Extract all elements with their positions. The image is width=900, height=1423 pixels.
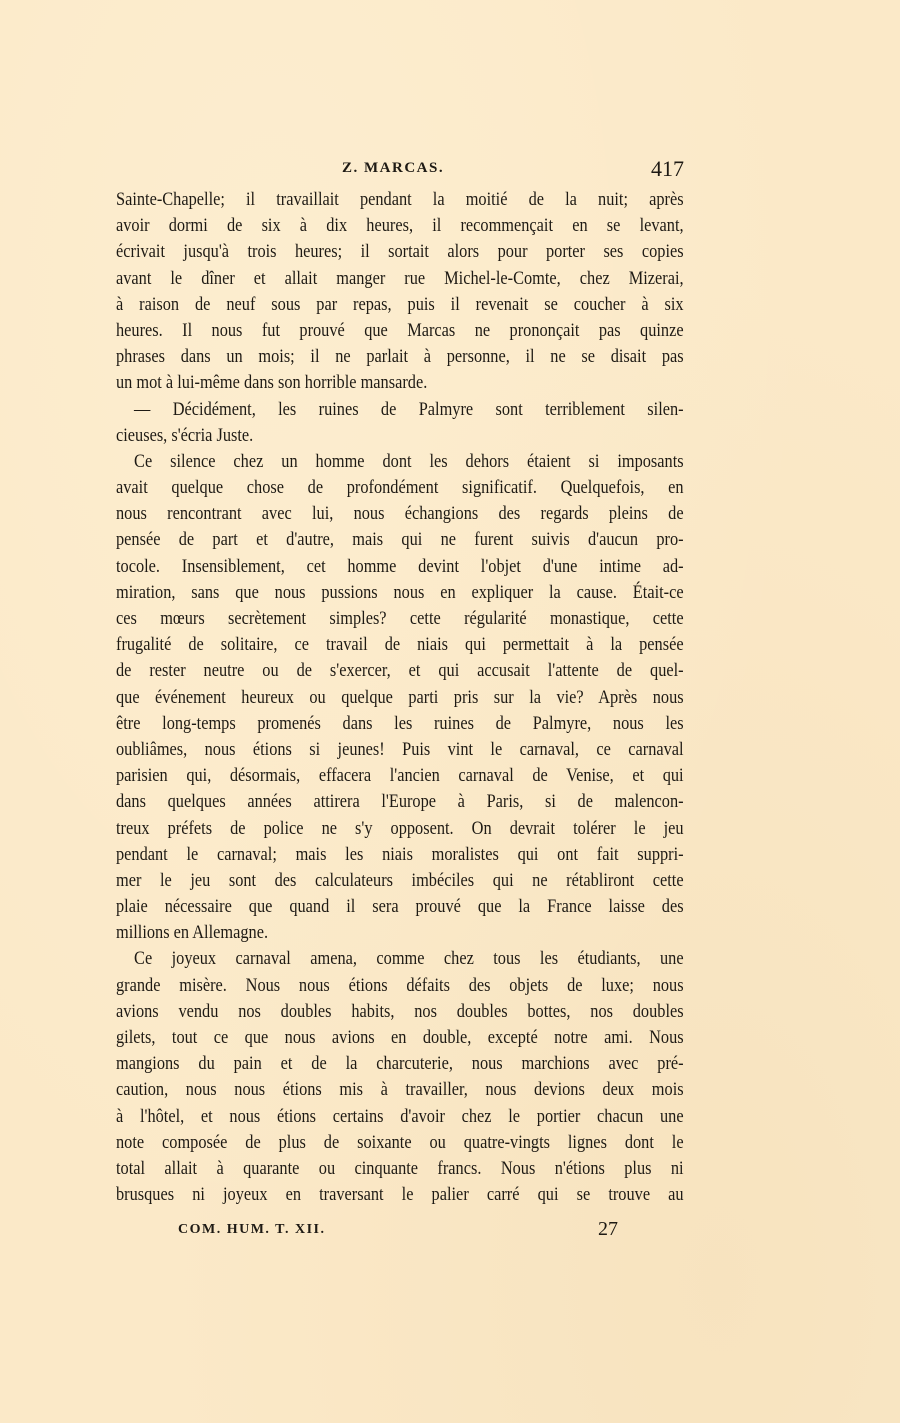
text-line: heures. Il nous fut prouvé que Marcas ne prononçait pas quinze xyxy=(116,319,684,341)
paragraph xyxy=(116,946,684,1208)
text-line: Sainte-Chapelle; il travaillait pendant la moitié de la nuit; après xyxy=(116,189,684,210)
text-line: avoir dormi de six à dix heures, il recommençait en se levant, xyxy=(116,215,684,237)
text-line: avions vendu nos doubles habits, nos doubles bottes, nos doubles xyxy=(116,1000,684,1022)
text-line: phrases dans un mois; il ne parlait à personne, il ne se disait pas xyxy=(116,346,684,368)
text-line: écrivait jusqu'à trois heures; il sortait alors pour porter ses copies xyxy=(116,241,684,263)
text-line: Ce joyeux carnaval amena, comme chez tous les étudiants, une xyxy=(134,948,684,970)
text-line: frugalité de solitaire, ce travail de niais qui permettait à la pensée xyxy=(116,634,684,656)
text-line: avait quelque chose de profondément significatif. Quelquefois, en xyxy=(116,477,684,499)
text-line: à l'hôtel, et nous étions certains d'avoir chez le portier chacun une xyxy=(116,1105,684,1127)
text-line: que événement heureux ou quelque parti pris sur la vie? Après nous xyxy=(116,686,684,708)
text-line: caution, nous nous étions mis à travailler, nous devions deux mois xyxy=(116,1079,684,1101)
text-line: nous rencontrant avec lui, nous échangions des regards pleins de xyxy=(116,503,684,525)
text-line: tocole. Insensiblement, cet homme devint l'objet d'une intime ad- xyxy=(116,555,684,577)
text-line: dans quelques années attirera l'Europe à Paris, si de malencon- xyxy=(116,791,684,813)
text-line: note composée de plus de soixante ou quatre-vingts lignes dont le xyxy=(116,1131,684,1153)
text-line: ces mœurs secrètement simples? cette régularité monastique, cette xyxy=(116,608,684,629)
text-line: brusques ni joyeux en traversant le palier carré qui se trouve au xyxy=(116,1184,684,1206)
text-line: gilets, tout ce que nous avions en double, excepté notre ami. Nous xyxy=(116,1027,684,1048)
page-footer xyxy=(116,1220,684,1244)
running-title: Z. MARCAS. xyxy=(342,160,445,176)
text-line: être long-temps promenés dans les ruines de Palmyre, nous les xyxy=(116,712,684,734)
body-text xyxy=(116,187,684,1208)
text-line: plaie nécessaire que quand il sera prouvé que la France laisse des xyxy=(116,896,684,918)
sheet-number: 27 xyxy=(598,1218,618,1240)
running-head xyxy=(116,158,684,182)
text-line: pensée de part et d'autre, mais qui ne furent suivis d'aucun pro- xyxy=(116,529,684,551)
text-line: — Décidément, les ruines de Palmyre sont terriblement silen- xyxy=(134,398,684,420)
text-line: oubliâmes, nous étions si jeunes! Puis vint le carnaval, ce carnaval xyxy=(116,738,684,760)
text-line: treux préfets de police ne s'y opposent. On devrait tolérer le jeu xyxy=(116,817,684,839)
text-line: millions en Allemagne. xyxy=(116,922,269,944)
text-line: à raison de neuf sous par repas, puis il revenait se coucher à six xyxy=(116,293,684,315)
text-line: miration, sans que nous pussions nous en expliquer la cause. Était-ce xyxy=(116,581,684,603)
text-line: Ce silence chez un homme dont les dehors étaient si imposants xyxy=(134,450,684,472)
text-line: grande misère. Nous nous étions défaits des objets de luxe; nous xyxy=(116,974,684,996)
text-line: de rester neutre ou de s'exercer, et qui accusait l'attente de quel- xyxy=(116,660,684,682)
text-line: parisien qui, désormais, effacera l'ancien carnaval de Venise, et qui xyxy=(116,765,684,787)
paragraph xyxy=(116,449,684,947)
text-line: total allait à quarante ou cinquante francs. Nous n'étions plus ni xyxy=(116,1157,684,1179)
signature-mark: COM. HUM. T. XII. xyxy=(178,1222,326,1237)
text-line: pendant le carnaval; mais les niais moralistes qui ont fait suppri- xyxy=(116,843,684,865)
text-line: mer le jeu sont des calculateurs imbéciles qui ne rétabliront cette xyxy=(116,869,684,891)
text-line: avant le dîner et allait manger rue Michel-le-Comte, chez Mizerai, xyxy=(116,267,684,289)
text-line: mangions du pain et de la charcuterie, nous marchions avec pré- xyxy=(116,1053,684,1075)
paragraph xyxy=(116,187,684,397)
paragraph xyxy=(116,397,684,449)
text-line: cieuses, s'écria Juste. xyxy=(116,424,254,446)
page-number: 417 xyxy=(651,156,684,181)
text-line: un mot à lui-même dans son horrible mansarde. xyxy=(116,372,428,394)
